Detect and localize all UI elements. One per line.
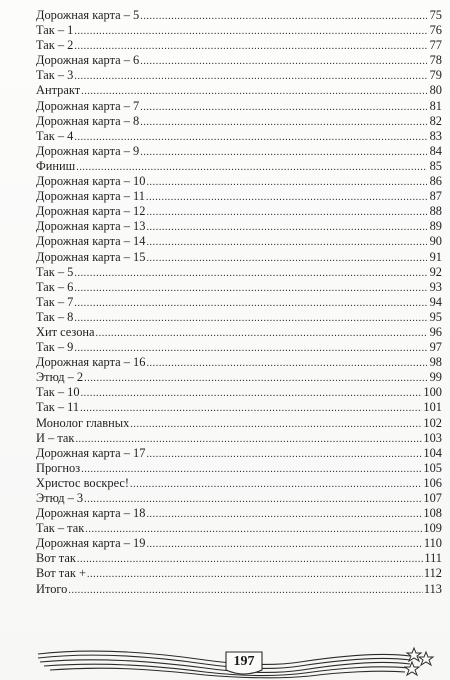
toc-entry-title: Итого	[36, 581, 68, 596]
toc-leader-dots	[146, 251, 427, 266]
toc-entry-page: 110	[423, 536, 442, 551]
toc-entry-title: Прогноз	[36, 460, 81, 475]
toc-entry-page: 107	[423, 491, 442, 505]
toc-leader-dots	[146, 220, 427, 235]
table-of-contents	[36, 8, 442, 597]
toc-entry-title: Так – так	[36, 521, 85, 536]
toc-entry-page: 112	[423, 566, 442, 581]
toc-entry-title: Дорожная карта – 11	[36, 189, 145, 204]
toc-entry	[36, 99, 442, 114]
ribbon-ornament	[0, 640, 450, 680]
toc-leader-dots	[146, 175, 427, 190]
toc-entry	[36, 53, 442, 68]
toc-entry-page: 79	[429, 68, 442, 83]
toc-entry-title: Финиш	[36, 158, 76, 173]
toc-leader-dots	[74, 69, 427, 84]
toc-entry	[36, 23, 442, 38]
toc-entry-page: 84	[429, 143, 442, 158]
toc-entry	[36, 385, 442, 400]
toc-leader-dots	[146, 235, 427, 250]
toc-entry	[36, 461, 442, 476]
toc-entry-page: 75	[429, 8, 442, 22]
toc-entry-page: 82	[429, 113, 442, 128]
ribbon-line-2	[38, 655, 410, 668]
toc-entry-title: Дорожная карта – 14	[36, 234, 146, 249]
toc-entry-title: Вот так +	[36, 566, 86, 581]
toc-entry-title: Дорожная карта – 13	[36, 219, 146, 234]
toc-entry-title: Так – 9	[36, 340, 74, 355]
toc-leader-dots	[87, 567, 423, 582]
toc-entry-title: Дорожная карта – 5	[36, 8, 140, 22]
toc-entry	[36, 144, 442, 159]
toc-entry-page: 100	[423, 385, 442, 400]
toc-entry-title: Так – 11	[36, 400, 80, 415]
toc-entry	[36, 446, 442, 461]
toc-entry-page: 111	[424, 551, 442, 566]
toc-entry	[36, 174, 442, 189]
toc-entry-page: 109	[423, 521, 442, 536]
toc-leader-dots	[146, 190, 427, 205]
toc-entry-title: Антракт	[36, 83, 81, 98]
toc-entry	[36, 416, 442, 431]
toc-leader-dots	[68, 583, 422, 598]
toc-entry-title: Дорожная карта – 19	[36, 536, 146, 551]
toc-entry	[36, 295, 442, 310]
toc-entry	[36, 506, 442, 521]
toc-entry-title: Так – 5	[36, 264, 74, 279]
toc-entry-page: 103	[423, 430, 442, 445]
toc-entry-page: 89	[429, 219, 442, 234]
toc-leader-dots	[96, 326, 427, 341]
page-footer	[0, 640, 450, 680]
toc-entry-page: 81	[429, 98, 442, 113]
toc-entry	[36, 400, 442, 415]
toc-leader-dots	[75, 432, 422, 447]
toc-entry-page: 93	[429, 279, 442, 294]
ribbon-line-1	[38, 651, 410, 664]
toc-leader-dots	[130, 417, 422, 432]
toc-entry-page: 83	[429, 128, 442, 143]
toc-entry-title: Так – 6	[36, 279, 74, 294]
toc-leader-dots	[146, 537, 422, 552]
toc-entry	[36, 68, 442, 83]
toc-leader-dots	[81, 84, 427, 99]
toc-entry	[36, 340, 442, 355]
toc-entry-title: Дорожная карта – 8	[36, 113, 140, 128]
toc-leader-dots	[74, 281, 427, 296]
toc-entry-page: 113	[423, 581, 442, 596]
toc-entry	[36, 582, 442, 597]
toc-entry-page: 96	[429, 324, 442, 339]
toc-entry-title: Дорожная карта – 9	[36, 143, 140, 158]
toc-leader-dots	[74, 39, 427, 54]
toc-entry	[36, 325, 442, 340]
toc-leader-dots	[85, 522, 422, 537]
toc-entry-title: Дорожная карта – 17	[36, 445, 146, 460]
toc-entry-page: 99	[429, 370, 442, 385]
toc-leader-dots	[74, 266, 427, 281]
toc-entry	[36, 38, 442, 53]
toc-entry-title: Монолог главных	[36, 415, 130, 430]
toc-leader-dots	[146, 447, 422, 462]
toc-entry-page: 108	[423, 506, 442, 521]
toc-leader-dots	[81, 386, 423, 401]
toc-leader-dots	[140, 54, 427, 69]
toc-entry-title: Вот так	[36, 551, 76, 566]
toc-entry-page: 102	[423, 415, 442, 430]
toc-entry-page: 85	[429, 158, 442, 173]
toc-entry	[36, 551, 442, 566]
toc-entry	[36, 491, 442, 506]
toc-entry	[36, 265, 442, 280]
toc-entry-title: Дорожная карта – 16	[36, 355, 146, 370]
toc-entry-page: 77	[429, 38, 442, 53]
toc-entry-page: 91	[429, 249, 442, 264]
toc-leader-dots	[130, 477, 422, 492]
toc-entry	[36, 83, 442, 98]
page-number: 197	[233, 654, 255, 669]
toc-entry	[36, 310, 442, 325]
toc-entry-title: Так – 1	[36, 23, 74, 38]
toc-entry-title: Дорожная карта – 10	[36, 174, 146, 189]
toc-entry-title: Так – 10	[36, 385, 80, 400]
toc-entry-page: 94	[429, 294, 442, 309]
toc-entry-title: Дорожная карта – 6	[36, 53, 140, 68]
toc-leader-dots	[80, 401, 422, 416]
toc-leader-dots	[74, 341, 427, 356]
toc-entry	[36, 114, 442, 129]
toc-entry-title: И – так	[36, 430, 75, 445]
toc-entry-page: 76	[429, 23, 442, 38]
toc-leader-dots	[140, 9, 427, 24]
toc-leader-dots	[140, 100, 427, 115]
toc-entry-page: 98	[429, 355, 442, 370]
toc-leader-dots	[146, 507, 422, 522]
toc-entry	[36, 536, 442, 551]
toc-entry	[36, 280, 442, 295]
toc-leader-dots	[146, 205, 427, 220]
toc-leader-dots	[84, 492, 422, 507]
toc-entry-page: 101	[423, 400, 442, 415]
toc-entry-title: Дорожная карта – 18	[36, 506, 146, 521]
toc-entry	[36, 234, 442, 249]
toc-entry-title: Хит сезона	[36, 324, 95, 339]
toc-entry-title: Так – 3	[36, 68, 74, 83]
toc-leader-dots	[84, 371, 427, 386]
toc-entry-title: Этюд – 3	[36, 491, 84, 505]
toc-leader-dots	[76, 160, 427, 175]
toc-leader-dots	[140, 115, 427, 130]
toc-entry-title: Этюд – 2	[36, 370, 84, 385]
toc-entry-title: Дорожная карта – 7	[36, 98, 140, 113]
toc-entry-title: Дорожная карта – 15	[36, 249, 146, 264]
toc-entry	[36, 370, 442, 385]
toc-entry-page: 80	[429, 83, 442, 98]
toc-entry-page: 95	[429, 309, 442, 324]
toc-entry-title: Дорожная карта – 12	[36, 204, 146, 219]
toc-entry-title: Так – 4	[36, 128, 74, 143]
toc-entry-page: 86	[429, 174, 442, 189]
toc-entry-page: 78	[429, 53, 442, 68]
toc-entry	[36, 189, 442, 204]
toc-entry-page: 97	[429, 340, 442, 355]
toc-leader-dots	[74, 24, 427, 39]
toc-entry-title: Так – 7	[36, 294, 74, 309]
toc-entry	[36, 566, 442, 581]
toc-entry-title: Христос воскрес!	[36, 475, 130, 490]
toc-entry	[36, 431, 442, 446]
toc-leader-dots	[146, 356, 427, 371]
toc-entry-page: 88	[429, 204, 442, 219]
star-icon	[405, 648, 433, 675]
toc-entry	[36, 521, 442, 536]
toc-entry-page: 104	[423, 445, 442, 460]
toc-entry-page: 92	[429, 264, 442, 279]
toc-entry	[36, 219, 442, 234]
toc-entry	[36, 8, 442, 23]
toc-leader-dots	[77, 552, 423, 567]
toc-leader-dots	[74, 296, 427, 311]
toc-entry	[36, 129, 442, 144]
toc-entry-page: 87	[429, 189, 442, 204]
toc-leader-dots	[74, 130, 427, 145]
toc-entry-page: 90	[429, 234, 442, 249]
toc-entry-title: Так – 2	[36, 38, 74, 53]
toc-entry	[36, 204, 442, 219]
toc-entry-page: 105	[423, 460, 442, 475]
toc-leader-dots	[74, 311, 427, 326]
toc-leader-dots	[81, 462, 422, 477]
toc-leader-dots	[140, 145, 427, 160]
toc-entry	[36, 250, 442, 265]
toc-entry	[36, 159, 442, 174]
toc-entry	[36, 355, 442, 370]
toc-entry-page: 106	[423, 475, 442, 490]
toc-entry	[36, 476, 442, 491]
toc-entry-title: Так – 8	[36, 309, 74, 324]
